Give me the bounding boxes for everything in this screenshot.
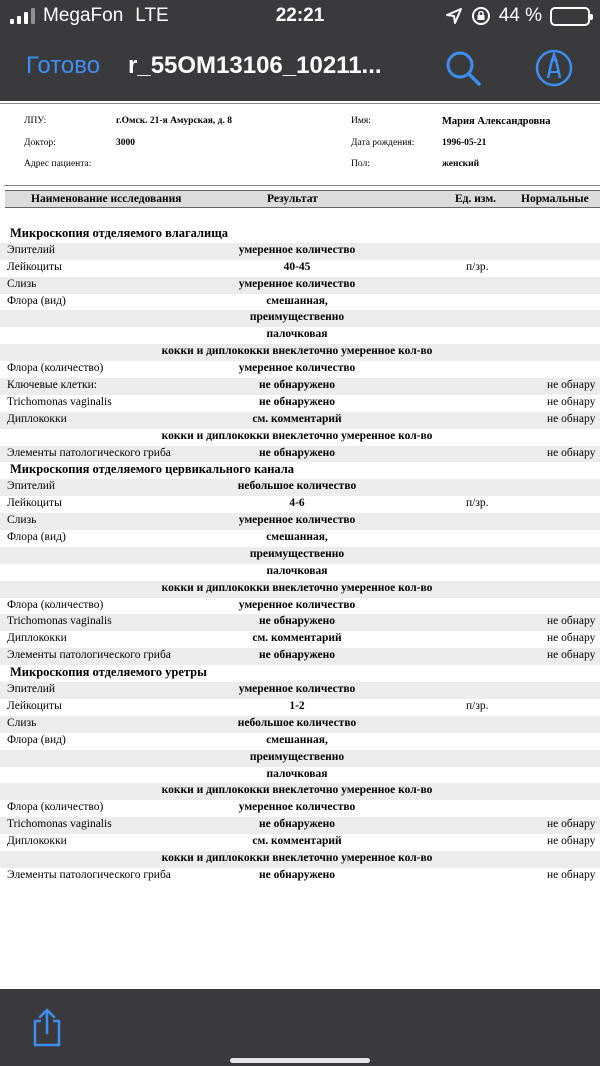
test-name: Trichomonas vaginalis xyxy=(7,615,112,628)
test-result: см. комментарий xyxy=(252,835,342,848)
test-result: кокки и диплококки внеклеточно умеренное кол-во xyxy=(161,581,433,594)
carrier-name: MegaFon xyxy=(43,5,124,26)
status-bar xyxy=(0,0,600,34)
test-result: небольшое количество xyxy=(237,716,357,729)
test-norm: не обнару xyxy=(547,868,596,881)
table-row xyxy=(0,614,600,631)
test-name: Эпителий xyxy=(7,480,56,493)
doctor-value: 3000 xyxy=(116,138,135,148)
test-result: см. комментарий xyxy=(252,412,342,425)
table-row xyxy=(0,412,600,429)
test-name: Флора (количество) xyxy=(7,362,104,375)
table-row xyxy=(0,851,600,868)
test-result: смешанная, xyxy=(266,733,328,746)
section-header xyxy=(0,665,600,682)
test-result: не обнаружено xyxy=(259,615,335,628)
home-indicator xyxy=(0,1058,600,1066)
test-name: Слизь xyxy=(7,716,37,729)
table-row xyxy=(0,581,600,598)
table-row xyxy=(0,547,600,564)
test-norm: не обнару xyxy=(547,446,596,459)
test-name: Слизь xyxy=(7,277,37,290)
test-result: см. комментарий xyxy=(252,632,342,645)
lpu-value: г.Омск. 21-я Амурская, д. 8 xyxy=(116,116,232,126)
table-row xyxy=(0,496,600,513)
test-result: умеренное количество xyxy=(238,362,356,375)
name-value: Мария Александровна xyxy=(442,116,551,127)
table-row xyxy=(0,479,600,496)
section-header xyxy=(0,462,600,479)
test-name: Ключевые клетки: xyxy=(7,379,97,392)
test-name: Флора (вид) xyxy=(7,531,66,544)
test-result: преимущественно xyxy=(249,311,345,324)
test-result: кокки и диплококки внеклеточно умеренное кол-во xyxy=(161,851,433,864)
table-row xyxy=(0,243,600,260)
test-result: не обнаружено xyxy=(259,868,335,881)
table-row xyxy=(0,699,600,716)
test-name: Слизь xyxy=(7,514,37,527)
test-name: Флора (количество) xyxy=(7,598,104,611)
table-row xyxy=(0,733,600,750)
test-result: палочковая xyxy=(266,564,328,577)
table-row xyxy=(0,378,600,395)
share-icon[interactable] xyxy=(29,1007,65,1047)
test-name: Лейкоциты xyxy=(7,497,62,510)
test-name: Элементы патологического гриба xyxy=(7,446,171,459)
header-bottom-rule xyxy=(4,185,600,186)
test-norm: не обнару xyxy=(547,615,596,628)
nav-bar xyxy=(0,40,600,98)
table-header xyxy=(5,190,600,208)
test-result: не обнаружено xyxy=(259,395,335,408)
test-result: смешанная, xyxy=(266,531,328,544)
test-result: не обнаружено xyxy=(259,379,335,392)
table-row xyxy=(0,767,600,784)
results-table xyxy=(0,226,600,885)
test-norm: не обнару xyxy=(547,835,596,848)
test-result: палочковая xyxy=(266,767,328,780)
location-arrow-icon xyxy=(445,7,463,25)
test-norm: не обнару xyxy=(547,632,596,645)
test-norm: не обнару xyxy=(547,395,596,408)
test-name: Лейкоциты xyxy=(7,699,62,712)
battery-icon xyxy=(550,7,590,26)
dob-label: Дата рождения: xyxy=(351,138,415,148)
test-result: не обнаружено xyxy=(259,649,335,662)
pdf-page[interactable] xyxy=(0,101,600,989)
status-time: 22:21 xyxy=(275,5,325,26)
done-button[interactable]: Готово xyxy=(26,52,101,79)
test-unit: п/зр. xyxy=(466,497,489,510)
lpu-label: ЛПУ: xyxy=(24,116,47,126)
table-row xyxy=(0,277,600,294)
battery-percent: 44 % xyxy=(498,5,542,26)
header-top-rule xyxy=(0,103,600,104)
test-norm: не обнару xyxy=(547,379,596,392)
table-row xyxy=(0,598,600,615)
table-row xyxy=(0,395,600,412)
test-result: умеренное количество xyxy=(238,801,356,814)
test-name: Флора (вид) xyxy=(7,294,66,307)
section-header xyxy=(0,226,600,243)
document-title: r_55OM13106_10211... xyxy=(128,52,382,79)
test-result: палочковая xyxy=(266,328,328,341)
rotation-lock-icon xyxy=(471,6,491,26)
test-unit: п/зр. xyxy=(466,699,489,712)
test-norm: не обнару xyxy=(547,649,596,662)
table-row xyxy=(0,429,600,446)
test-result: 4-6 xyxy=(289,497,305,510)
test-result: 40-45 xyxy=(283,260,311,273)
test-name: Эпителий xyxy=(7,243,56,256)
table-row xyxy=(0,564,600,581)
test-name: Флора (вид) xyxy=(7,733,66,746)
test-result: умеренное количество xyxy=(238,598,356,611)
table-row xyxy=(0,344,600,361)
column-header-result: Результат xyxy=(267,193,318,205)
doctor-label: Доктор: xyxy=(24,138,56,148)
test-result: умеренное количество xyxy=(238,514,356,527)
test-name: Trichomonas vaginalis xyxy=(7,395,112,408)
test-result: кокки и диплококки внеклеточно умеренное кол-во xyxy=(161,429,433,442)
test-result: умеренное количество xyxy=(238,683,356,696)
dob-value: 1996-05-21 xyxy=(442,138,487,148)
top-bar xyxy=(0,0,600,101)
test-norm: не обнару xyxy=(547,818,596,831)
test-name: Элементы патологического гриба xyxy=(7,868,171,881)
network-type: LTE xyxy=(135,5,169,26)
test-name: Диплококки xyxy=(7,632,67,645)
table-row xyxy=(0,716,600,733)
test-result: не обнаружено xyxy=(259,446,335,459)
table-row xyxy=(0,682,600,699)
table-row xyxy=(0,834,600,851)
table-row xyxy=(0,294,600,311)
section-title: Микроскопия отделяемого цервикального канала xyxy=(10,462,295,477)
table-row xyxy=(0,361,600,378)
test-name: Лейкоциты xyxy=(7,260,62,273)
table-row xyxy=(0,631,600,648)
test-name: Диплококки xyxy=(7,835,67,848)
table-row xyxy=(0,817,600,834)
test-result: преимущественно xyxy=(249,547,345,560)
table-row xyxy=(0,260,600,277)
test-result: кокки и диплококки внеклеточно умеренное кол-во xyxy=(161,345,433,358)
bottom-toolbar xyxy=(0,989,600,1066)
test-result: кокки и диплококки внеклеточно умеренное кол-во xyxy=(161,784,433,797)
table-row xyxy=(0,648,600,665)
table-row xyxy=(0,750,600,767)
test-norm: не обнару xyxy=(547,412,596,425)
table-row xyxy=(0,868,600,885)
test-result: небольшое количество xyxy=(237,480,357,493)
sex-label: Пол: xyxy=(351,159,370,169)
table-row xyxy=(0,800,600,817)
column-header-norm: Нормальные xyxy=(521,193,589,205)
table-row xyxy=(0,446,600,463)
test-result: умеренное количество xyxy=(238,277,356,290)
test-unit: п/зр. xyxy=(466,260,489,273)
name-label: Имя: xyxy=(351,116,371,126)
test-name: Диплококки xyxy=(7,412,67,425)
markup-pen-icon[interactable] xyxy=(534,48,574,88)
test-name: Элементы патологического гриба xyxy=(7,649,171,662)
table-row xyxy=(0,530,600,547)
test-result: умеренное количество xyxy=(238,243,356,256)
column-header-name: Наименование исследования xyxy=(31,193,182,205)
section-title: Микроскопия отделяемого влагалища xyxy=(10,226,229,240)
search-icon[interactable] xyxy=(443,48,483,88)
sex-value: женский xyxy=(442,159,480,169)
table-row xyxy=(0,310,600,327)
column-header-unit: Ед. изм. xyxy=(455,193,497,205)
test-name: Эпителий xyxy=(7,683,56,696)
test-name: Trichomonas vaginalis xyxy=(7,818,112,831)
test-result: не обнаружено xyxy=(259,818,335,831)
table-row xyxy=(0,327,600,344)
section-title: Микроскопия отделяемого уретры xyxy=(10,665,207,680)
table-row xyxy=(0,513,600,530)
test-result: 1-2 xyxy=(289,699,305,712)
table-row xyxy=(0,783,600,800)
test-result: преимущественно xyxy=(249,750,345,763)
address-label: Адрес пациента: xyxy=(24,159,92,169)
test-result: смешанная, xyxy=(266,294,328,307)
test-name: Флора (количество) xyxy=(7,801,104,814)
